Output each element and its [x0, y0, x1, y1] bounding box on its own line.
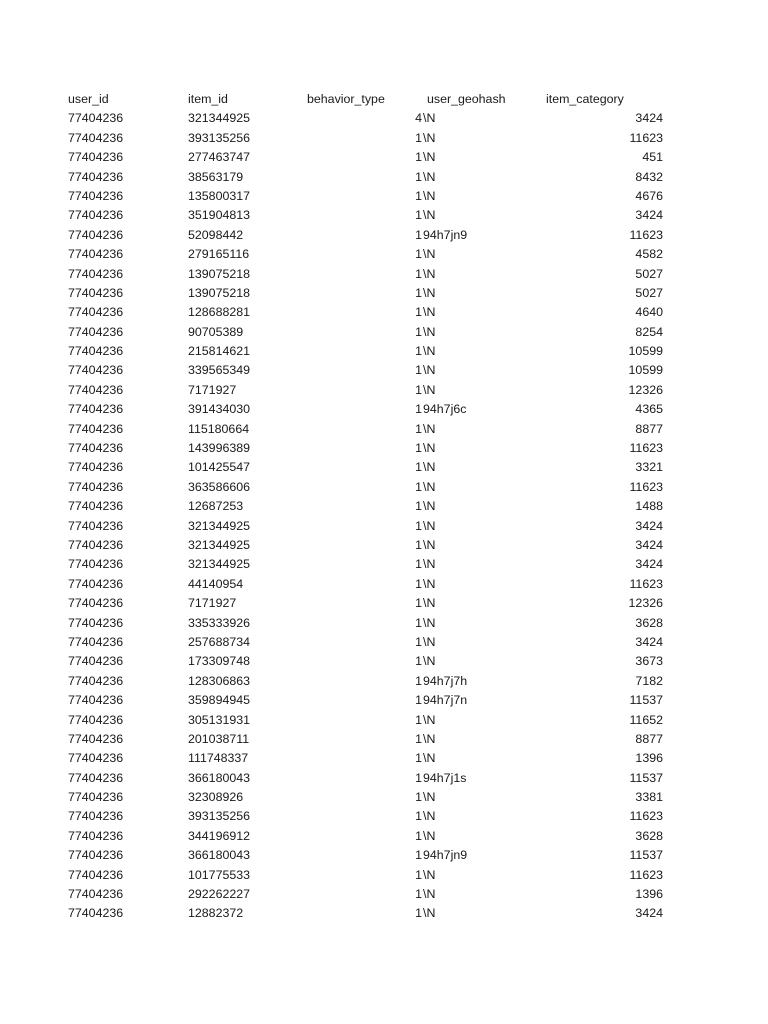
cell-item-category: 7182	[635, 673, 663, 688]
cell-item-id: 143996389	[188, 441, 251, 456]
cell-user-id: 77404236	[68, 188, 124, 203]
cell-behavior-type: 1	[415, 305, 422, 320]
table-row	[68, 769, 668, 788]
cell-behavior-type: 1	[415, 770, 422, 785]
cell-user-id: 77404236	[68, 887, 124, 902]
cell-item-id: 344196912	[188, 828, 251, 843]
cell-user-geohash: \N	[423, 634, 436, 649]
cell-item-id: 44140954	[188, 576, 244, 591]
cell-behavior-type: 1	[415, 344, 422, 359]
cell-user-geohash: 94h7j7n	[423, 693, 468, 708]
cell-item-category: 1396	[635, 887, 663, 902]
cell-item-category: 3628	[635, 828, 663, 843]
cell-item-id: 393135256	[188, 809, 251, 824]
header-row	[68, 90, 668, 109]
cell-behavior-type: 1	[415, 887, 422, 902]
cell-behavior-type: 1	[415, 596, 422, 611]
cell-item-category: 3424	[635, 111, 663, 126]
cell-item-category: 11537	[629, 848, 663, 863]
cell-item-category: 11652	[629, 712, 663, 727]
cell-item-id: 321344925	[188, 111, 251, 126]
cell-user-id: 77404236	[68, 421, 124, 436]
cell-user-id: 77404236	[68, 828, 124, 843]
cell-behavior-type: 1	[415, 557, 422, 572]
cell-item-id: 366180043	[188, 848, 251, 863]
cell-item-id: 128306863	[188, 673, 251, 688]
cell-user-id: 77404236	[68, 227, 124, 242]
table-row	[68, 672, 668, 691]
cell-user-id: 77404236	[68, 731, 124, 746]
cell-behavior-type: 1	[415, 150, 422, 165]
cell-item-id: 7171927	[188, 596, 237, 611]
cell-item-category: 3424	[635, 208, 663, 223]
table-row	[68, 458, 668, 477]
cell-user-geohash: \N	[423, 499, 436, 514]
cell-item-id: 38563179	[188, 169, 244, 184]
cell-user-geohash: \N	[423, 576, 436, 591]
header-item-id: item_id	[188, 92, 228, 106]
cell-behavior-type: 1	[415, 247, 422, 262]
cell-user-geohash: \N	[423, 828, 436, 843]
cell-behavior-type: 1	[415, 285, 422, 300]
cell-behavior-type: 1	[415, 441, 422, 456]
cell-item-category: 8877	[635, 731, 663, 746]
cell-item-category: 8432	[635, 169, 663, 184]
cell-item-category: 5027	[635, 285, 663, 300]
cell-item-id: 139075218	[188, 266, 251, 281]
cell-user-geohash: 94h7j1s	[423, 770, 467, 785]
cell-user-geohash: \N	[423, 421, 436, 436]
cell-user-geohash: \N	[423, 867, 436, 882]
cell-item-id: 101425547	[188, 460, 251, 475]
cell-item-category: 11537	[629, 770, 663, 785]
cell-item-category: 11623	[629, 227, 663, 242]
cell-user-id: 77404236	[68, 285, 124, 300]
table-row	[68, 594, 668, 613]
cell-behavior-type: 1	[415, 208, 422, 223]
cell-item-id: 32308926	[188, 790, 244, 805]
cell-user-geohash: 94h7j7h	[423, 673, 468, 688]
cell-item-id: 335333926	[188, 615, 251, 630]
table-row	[68, 226, 668, 245]
cell-item-category: 451	[642, 150, 663, 165]
cell-behavior-type: 1	[415, 169, 422, 184]
table-row	[68, 788, 668, 807]
cell-user-geohash: \N	[423, 906, 436, 921]
cell-item-id: 305131931	[188, 712, 251, 727]
cell-behavior-type: 1	[415, 363, 422, 378]
cell-item-id: 128688281	[188, 305, 251, 320]
cell-user-id: 77404236	[68, 615, 124, 630]
table-row	[68, 614, 668, 633]
table-row	[68, 497, 668, 516]
cell-user-id: 77404236	[68, 208, 124, 223]
cell-item-category: 3424	[635, 557, 663, 572]
cell-user-id: 77404236	[68, 867, 124, 882]
cell-behavior-type: 1	[415, 188, 422, 203]
table-row	[68, 749, 668, 768]
cell-user-geohash: \N	[423, 188, 436, 203]
cell-user-id: 77404236	[68, 634, 124, 649]
cell-user-id: 77404236	[68, 809, 124, 824]
cell-item-id: 292262227	[188, 887, 251, 902]
table-row	[68, 536, 668, 555]
cell-item-category: 11623	[629, 576, 663, 591]
cell-behavior-type: 1	[415, 828, 422, 843]
cell-user-id: 77404236	[68, 596, 124, 611]
cell-item-category: 3424	[635, 634, 663, 649]
cell-user-geohash: \N	[423, 305, 436, 320]
cell-user-geohash: \N	[423, 460, 436, 475]
cell-behavior-type: 1	[415, 809, 422, 824]
cell-behavior-type: 1	[415, 382, 422, 397]
table-row	[68, 400, 668, 419]
table-row	[68, 478, 668, 497]
table-row	[68, 575, 668, 594]
table-row	[68, 807, 668, 826]
cell-item-category: 8254	[635, 324, 663, 339]
cell-behavior-type: 1	[415, 537, 422, 552]
cell-behavior-type: 1	[415, 460, 422, 475]
table-row	[68, 904, 668, 923]
cell-user-id: 77404236	[68, 382, 124, 397]
cell-user-geohash: \N	[423, 363, 436, 378]
cell-behavior-type: 1	[415, 712, 422, 727]
cell-item-id: 277463747	[188, 150, 251, 165]
cell-item-category: 11623	[629, 441, 663, 456]
cell-item-id: 351904813	[188, 208, 251, 223]
cell-behavior-type: 1	[415, 906, 422, 921]
cell-item-category: 11623	[629, 867, 663, 882]
cell-behavior-type: 4	[415, 111, 422, 126]
cell-user-id: 77404236	[68, 712, 124, 727]
table-row	[68, 342, 668, 361]
table-row	[68, 827, 668, 846]
cell-user-id: 77404236	[68, 557, 124, 572]
table-row	[68, 555, 668, 574]
cell-item-id: 201038711	[188, 731, 250, 746]
cell-user-id: 77404236	[68, 111, 124, 126]
table-row	[68, 730, 668, 749]
cell-item-category: 1488	[635, 499, 663, 514]
cell-item-id: 359894945	[188, 693, 251, 708]
cell-behavior-type: 1	[415, 227, 422, 242]
cell-user-id: 77404236	[68, 693, 124, 708]
cell-behavior-type: 1	[415, 130, 422, 145]
table-row	[68, 633, 668, 652]
table-row	[68, 691, 668, 710]
cell-item-category: 4582	[635, 247, 663, 262]
cell-user-geohash: \N	[423, 557, 436, 572]
cell-behavior-type: 1	[415, 518, 422, 533]
table-row	[68, 187, 668, 206]
table-row	[68, 129, 668, 148]
table-body	[68, 109, 668, 923]
cell-behavior-type: 1	[415, 576, 422, 591]
cell-item-category: 3424	[635, 537, 663, 552]
table-row	[68, 439, 668, 458]
cell-user-id: 77404236	[68, 576, 124, 591]
cell-user-geohash: \N	[423, 169, 436, 184]
table-row	[68, 420, 668, 439]
cell-user-id: 77404236	[68, 790, 124, 805]
cell-item-category: 11537	[629, 693, 663, 708]
table-row	[68, 361, 668, 380]
cell-item-id: 391434030	[188, 402, 251, 417]
cell-user-id: 77404236	[68, 305, 124, 320]
cell-item-id: 321344925	[188, 537, 251, 552]
cell-user-geohash: \N	[423, 150, 436, 165]
cell-user-id: 77404236	[68, 324, 124, 339]
header-user-geohash: user_geohash	[427, 92, 506, 106]
cell-user-geohash: \N	[423, 130, 436, 145]
cell-item-category: 3381	[635, 790, 663, 805]
cell-item-id: 173309748	[188, 654, 251, 669]
cell-item-id: 215814621	[188, 344, 251, 359]
cell-user-id: 77404236	[68, 150, 124, 165]
cell-user-id: 77404236	[68, 673, 124, 688]
cell-user-geohash: 94h7jn9	[423, 227, 468, 242]
cell-item-id: 321344925	[188, 557, 251, 572]
cell-user-id: 77404236	[68, 906, 124, 921]
cell-user-id: 77404236	[68, 499, 124, 514]
cell-user-geohash: \N	[423, 615, 436, 630]
cell-user-id: 77404236	[68, 402, 124, 417]
cell-item-category: 3424	[635, 518, 663, 533]
cell-behavior-type: 1	[415, 324, 422, 339]
cell-user-geohash: \N	[423, 285, 436, 300]
cell-user-id: 77404236	[68, 848, 124, 863]
cell-item-id: 139075218	[188, 285, 251, 300]
cell-behavior-type: 1	[415, 751, 422, 766]
cell-item-id: 52098442	[188, 227, 244, 242]
cell-user-geohash: 94h7jn9	[423, 848, 468, 863]
table-row	[68, 148, 668, 167]
cell-behavior-type: 1	[415, 693, 422, 708]
cell-user-id: 77404236	[68, 770, 124, 785]
cell-behavior-type: 1	[415, 634, 422, 649]
cell-behavior-type: 1	[415, 731, 422, 746]
header-item-category: item_category	[546, 92, 624, 106]
cell-user-id: 77404236	[68, 537, 124, 552]
table-row	[68, 265, 668, 284]
table-row	[68, 109, 668, 128]
cell-behavior-type: 1	[415, 654, 422, 669]
data-table	[68, 90, 668, 924]
cell-item-id: 135800317	[188, 188, 251, 203]
cell-user-geohash: \N	[423, 324, 436, 339]
cell-user-id: 77404236	[68, 751, 124, 766]
table-row	[68, 245, 668, 264]
table-row	[68, 323, 668, 342]
table-row	[68, 711, 668, 730]
table-row	[68, 206, 668, 225]
table-row	[68, 846, 668, 865]
cell-item-id: 366180043	[188, 770, 251, 785]
cell-item-id: 363586606	[188, 479, 251, 494]
cell-item-category: 3424	[635, 906, 663, 921]
header-user-id: user_id	[68, 92, 109, 106]
cell-item-category: 12326	[628, 382, 663, 397]
cell-item-id: 393135256	[188, 130, 251, 145]
cell-item-id: 111748337	[188, 751, 249, 766]
cell-user-geohash: \N	[423, 731, 436, 746]
cell-item-id: 257688734	[188, 634, 251, 649]
cell-user-geohash: \N	[423, 809, 436, 824]
cell-user-geohash: \N	[423, 790, 436, 805]
cell-user-id: 77404236	[68, 479, 124, 494]
cell-user-geohash: \N	[423, 247, 436, 262]
cell-user-geohash: \N	[423, 596, 436, 611]
cell-behavior-type: 1	[415, 867, 422, 882]
cell-behavior-type: 1	[415, 266, 422, 281]
cell-user-geohash: \N	[423, 537, 436, 552]
cell-user-id: 77404236	[68, 247, 124, 262]
cell-item-id: 101775533	[188, 867, 251, 882]
cell-user-id: 77404236	[68, 169, 124, 184]
cell-user-id: 77404236	[68, 441, 124, 456]
table-row	[68, 303, 668, 322]
cell-item-category: 4640	[635, 305, 663, 320]
cell-item-category: 5027	[635, 266, 663, 281]
cell-user-geohash: \N	[423, 441, 436, 456]
cell-user-id: 77404236	[68, 344, 124, 359]
cell-item-category: 10599	[628, 363, 663, 378]
cell-user-geohash: \N	[423, 654, 436, 669]
cell-behavior-type: 1	[415, 615, 422, 630]
cell-user-id: 77404236	[68, 460, 124, 475]
cell-behavior-type: 1	[415, 479, 422, 494]
cell-item-id: 339565349	[188, 363, 251, 378]
cell-item-id: 12882372	[188, 906, 244, 921]
cell-item-category: 10599	[628, 344, 663, 359]
cell-behavior-type: 1	[415, 421, 422, 436]
cell-behavior-type: 1	[415, 402, 422, 417]
cell-user-id: 77404236	[68, 130, 124, 145]
cell-behavior-type: 1	[415, 673, 422, 688]
cell-behavior-type: 1	[415, 790, 422, 805]
cell-item-category: 3628	[635, 615, 663, 630]
table-row	[68, 284, 668, 303]
cell-item-category: 11623	[629, 479, 663, 494]
cell-user-id: 77404236	[68, 363, 124, 378]
cell-behavior-type: 1	[415, 848, 422, 863]
cell-user-geohash: \N	[423, 518, 436, 533]
table-row	[68, 652, 668, 671]
cell-item-category: 4676	[635, 188, 663, 203]
cell-item-category: 4365	[635, 402, 663, 417]
cell-user-geohash: \N	[423, 712, 436, 727]
cell-user-geohash: 94h7j6c	[423, 402, 467, 417]
cell-item-category: 8877	[635, 421, 663, 436]
table-row	[68, 885, 668, 904]
table-row	[68, 866, 668, 885]
cell-behavior-type: 1	[415, 499, 422, 514]
cell-item-category: 1396	[635, 751, 663, 766]
cell-user-geohash: \N	[423, 266, 436, 281]
cell-user-geohash: \N	[423, 344, 436, 359]
cell-item-category: 12326	[628, 596, 663, 611]
cell-item-category: 3321	[635, 460, 663, 475]
cell-item-id: 7171927	[188, 382, 237, 397]
cell-user-id: 77404236	[68, 518, 124, 533]
table-row	[68, 517, 668, 536]
cell-user-geohash: \N	[423, 751, 436, 766]
cell-item-id: 90705389	[188, 324, 244, 339]
table-row	[68, 381, 668, 400]
cell-user-geohash: \N	[423, 479, 436, 494]
cell-item-id: 321344925	[188, 518, 251, 533]
cell-item-id: 279165116	[188, 247, 250, 262]
cell-item-category: 3673	[635, 654, 663, 669]
cell-user-geohash: \N	[423, 382, 436, 397]
cell-user-id: 77404236	[68, 654, 124, 669]
cell-user-id: 77404236	[68, 266, 124, 281]
cell-item-id: 115180664	[188, 421, 250, 436]
cell-item-category: 11623	[629, 130, 663, 145]
header-behavior-type: behavior_type	[307, 92, 385, 106]
cell-user-geohash: \N	[423, 208, 436, 223]
cell-item-category: 11623	[629, 809, 663, 824]
cell-item-id: 12687253	[188, 499, 244, 514]
cell-user-geohash: \N	[423, 887, 436, 902]
table-row	[68, 168, 668, 187]
cell-user-geohash: \N	[423, 111, 436, 126]
